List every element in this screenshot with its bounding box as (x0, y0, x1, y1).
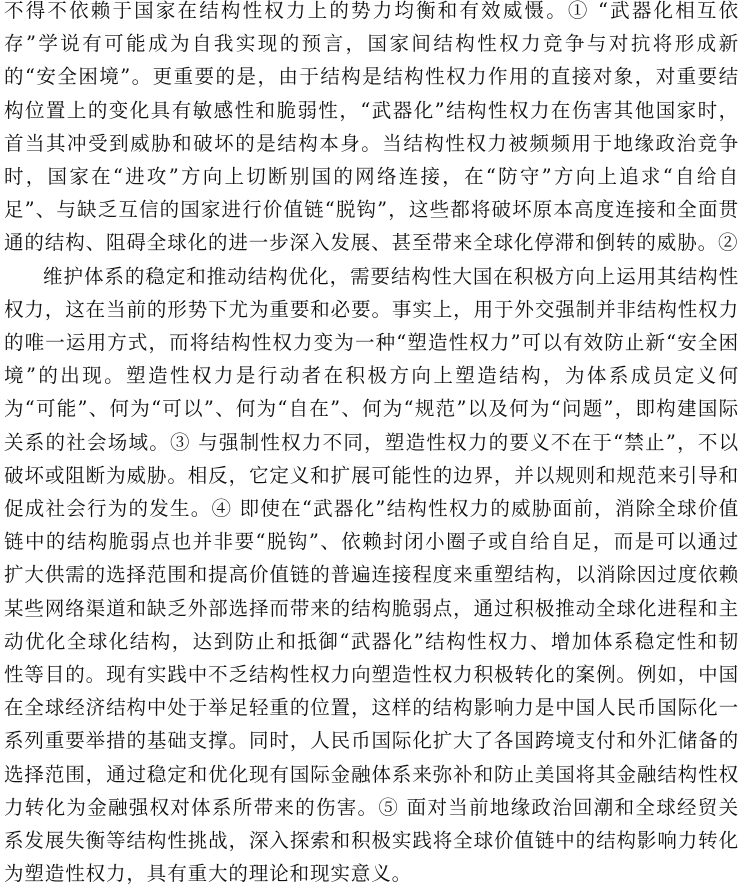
paragraph-2: 维护体系的稳定和推动结构优化，需要结构性大国在积极方向上运用其结构性权力，这在当前的形势下尤为重要和必要。事实上，用于外交强制并非结构性权力的唯一运用方式，而将结构性权力变为一种“塑造性权力”可以有效防止新“安全困境”的出现。塑造性权力是行动者在积极方向上塑造结构，为体系成员定义何为“可能”、何为“可以”、何为“自在”、何为“规范”以及何为“问题”，即构建国际关系的社会场域。③ 与强制性权力不同，塑造性权力的要义不在于“禁止”，不以破坏或阻断为威胁。相反，它定义和扩展可能性的边界，并以规则和规范来引导和促成社会行为的发生。④ 即使在“武器化”结构性权力的威胁面前，消除全球价值链中的结构脆弱点也并非要“脱钩”、依赖封闭小圈子或自给自足，而是可以通过扩大供需的选择范围和提高价值链的普遍连接程度来重塑结构，以消除因过度依赖某些网络渠道和缺乏外部选择而带来的结构脆弱点，通过积极推动全球化进程和主动优化全球化结构，达到防止和抵御“武器化”结构性权力、增加体系稳定性和韧性等目的。现有实践中不乏结构性权力向塑造性权力积极转化的案例。例如，中国在全球经济结构中处于举足轻重的位置，这样的结构影响力是中国人民币国际化一系列重要举措的基础支撑。同时，人民币国际化扩大了各国跨境支付和外汇储备的选择范围，通过稳定和优化现有国际金融体系来弥补和防止美国将其金融结构性权力转化为金融强权对体系所带来的伤害。⑤ 面对当前地缘政治回潮和全球经贸关系发展失衡等结构性挑战，深入探索和积极实践将全球价值链中的结构影响力转化为塑造性权力，具有重大的理论和现实意义。 (4, 264, 739, 886)
paragraph-1: 不得不依赖于国家在结构性权力上的势力均衡和有效威慑。① “武器化相互依存”学说有可能成为自我实现的预言，国家间结构性权力竞争与对抗将形成新的“安全困境”。更重要的是，由于结构是结构性权力作用的直接对象，对重要结构位置上的变化具有敏感性和脆弱性，“武器化”结构性权力在伤害其他国家时，首当其冲受到威胁和破坏的是结构本身。当结构性权力被频频用于地缘政治竞争时，国家在“进攻”方向上切断别国的网络连接，在“防守”方向上追求“自给自足”、与缺乏互信的国家进行价值链“脱钩”，这些都将破坏原本高度连接和全面贯通的结构、阻碍全球化的进一步深入发展、甚至带来全球化停滞和倒转的威胁。② (4, 0, 739, 255)
